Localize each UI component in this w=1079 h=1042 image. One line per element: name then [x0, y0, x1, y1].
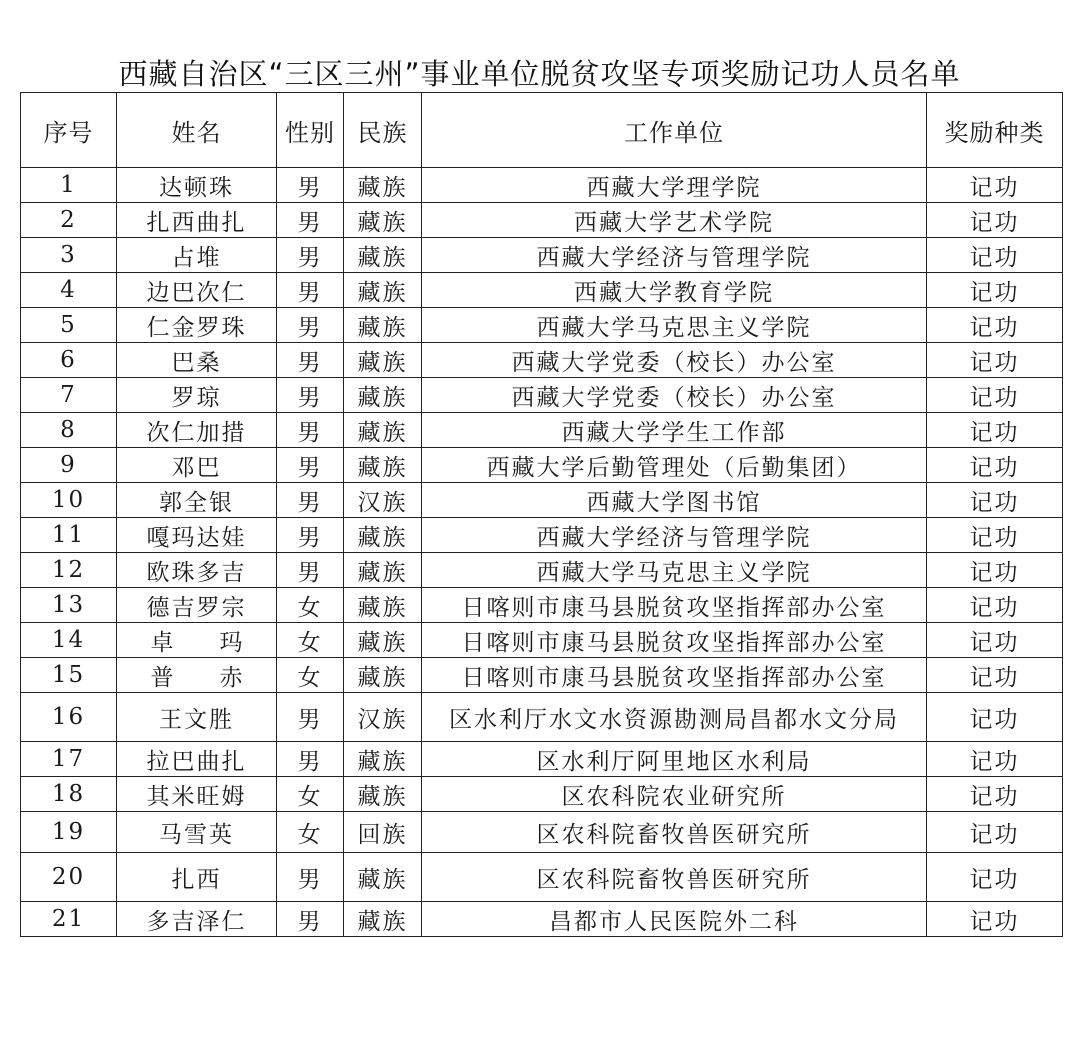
cell-award-type: 记功: [927, 168, 1063, 203]
cell-work-unit: 西藏大学学生工作部: [422, 413, 927, 448]
cell-number: 20: [21, 853, 117, 902]
table-row: [21, 693, 1063, 742]
cell-ethnicity: 藏族: [344, 308, 422, 343]
cell-gender: 男: [277, 742, 344, 777]
cell-number: 17: [21, 742, 117, 777]
cell-number: 14: [21, 623, 117, 658]
cell-name: 扎西: [117, 853, 277, 902]
cell-gender: 女: [277, 658, 344, 693]
cell-name: 达顿珠: [117, 168, 277, 203]
cell-award-type: 记功: [927, 343, 1063, 378]
cell-name: 邓巴: [117, 448, 277, 483]
cell-award-type: 记功: [927, 777, 1063, 812]
cell-name: 仁金罗珠: [117, 308, 277, 343]
cell-name: 普 赤: [117, 658, 277, 693]
cell-gender: 男: [277, 448, 344, 483]
table-row: [21, 902, 1063, 937]
header-name: 姓名: [117, 93, 277, 168]
cell-award-type: 记功: [927, 203, 1063, 238]
cell-award-type: 记功: [927, 238, 1063, 273]
header-gender: 性别: [277, 93, 344, 168]
cell-work-unit: 日喀则市康马县脱贫攻坚指挥部办公室: [422, 658, 927, 693]
cell-ethnicity: 藏族: [344, 413, 422, 448]
cell-award-type: 记功: [927, 902, 1063, 937]
cell-ethnicity: 藏族: [344, 448, 422, 483]
header-work-unit: 工作单位: [422, 93, 927, 168]
cell-number: 1: [21, 168, 117, 203]
table-row: [21, 238, 1063, 273]
cell-number: 5: [21, 308, 117, 343]
cell-award-type: 记功: [927, 518, 1063, 553]
cell-number: 3: [21, 238, 117, 273]
cell-gender: 男: [277, 553, 344, 588]
cell-number: 18: [21, 777, 117, 812]
cell-number: 16: [21, 693, 117, 742]
cell-award-type: 记功: [927, 553, 1063, 588]
cell-work-unit: 西藏大学教育学院: [422, 273, 927, 308]
cell-ethnicity: 藏族: [344, 853, 422, 902]
table-row: [21, 742, 1063, 777]
cell-number: 13: [21, 588, 117, 623]
cell-work-unit: 区水利厅水文水资源勘测局昌都水文分局: [422, 693, 927, 742]
cell-work-unit: 区农科院农业研究所: [422, 777, 927, 812]
cell-work-unit: 区农科院畜牧兽医研究所: [422, 853, 927, 902]
cell-work-unit: 区农科院畜牧兽医研究所: [422, 812, 927, 853]
cell-number: 4: [21, 273, 117, 308]
cell-name: 郭全银: [117, 483, 277, 518]
cell-number: 7: [21, 378, 117, 413]
cell-award-type: 记功: [927, 413, 1063, 448]
cell-number: 15: [21, 658, 117, 693]
cell-name: 次仁加措: [117, 413, 277, 448]
cell-work-unit: 西藏大学党委（校长）办公室: [422, 378, 927, 413]
cell-ethnicity: 汉族: [344, 483, 422, 518]
cell-work-unit: 西藏大学理学院: [422, 168, 927, 203]
cell-number: 10: [21, 483, 117, 518]
cell-work-unit: 昌都市人民医院外二科: [422, 902, 927, 937]
cell-work-unit: 西藏大学马克思主义学院: [422, 553, 927, 588]
award-roster-table: [20, 92, 1063, 937]
cell-award-type: 记功: [927, 588, 1063, 623]
cell-gender: 男: [277, 413, 344, 448]
cell-gender: 男: [277, 203, 344, 238]
table-row: [21, 308, 1063, 343]
cell-award-type: 记功: [927, 742, 1063, 777]
cell-name: 马雪英: [117, 812, 277, 853]
table-body: [21, 168, 1063, 937]
cell-gender: 男: [277, 483, 344, 518]
cell-gender: 男: [277, 518, 344, 553]
cell-ethnicity: 藏族: [344, 518, 422, 553]
cell-name: 罗琼: [117, 378, 277, 413]
table-row: [21, 343, 1063, 378]
cell-name: 边巴次仁: [117, 273, 277, 308]
cell-gender: 男: [277, 378, 344, 413]
cell-number: 2: [21, 203, 117, 238]
header-award-type: 奖励种类: [927, 93, 1063, 168]
cell-gender: 男: [277, 308, 344, 343]
table-row: [21, 658, 1063, 693]
cell-ethnicity: 藏族: [344, 658, 422, 693]
cell-gender: 女: [277, 777, 344, 812]
table-row: [21, 203, 1063, 238]
cell-name: 卓 玛: [117, 623, 277, 658]
cell-name: 巴桑: [117, 343, 277, 378]
cell-gender: 女: [277, 812, 344, 853]
cell-work-unit: 区水利厅阿里地区水利局: [422, 742, 927, 777]
table-row: [21, 168, 1063, 203]
document-title: 西藏自治区“三区三州”事业单位脱贫攻坚专项奖励记功人员名单: [118, 57, 961, 91]
cell-number: 19: [21, 812, 117, 853]
cell-number: 9: [21, 448, 117, 483]
cell-award-type: 记功: [927, 658, 1063, 693]
cell-gender: 男: [277, 693, 344, 742]
cell-ethnicity: 回族: [344, 812, 422, 853]
cell-gender: 女: [277, 588, 344, 623]
cell-number: 21: [21, 902, 117, 937]
cell-award-type: 记功: [927, 308, 1063, 343]
cell-name: 德吉罗宗: [117, 588, 277, 623]
table-row: [21, 812, 1063, 853]
cell-name: 扎西曲扎: [117, 203, 277, 238]
cell-work-unit: 西藏大学党委（校长）办公室: [422, 343, 927, 378]
cell-ethnicity: 藏族: [344, 777, 422, 812]
cell-name: 拉巴曲扎: [117, 742, 277, 777]
cell-award-type: 记功: [927, 623, 1063, 658]
cell-work-unit: 西藏大学艺术学院: [422, 203, 927, 238]
cell-gender: 男: [277, 238, 344, 273]
table-row: [21, 483, 1063, 518]
cell-ethnicity: 藏族: [344, 902, 422, 937]
header-number: 序号: [21, 93, 117, 168]
cell-ethnicity: 汉族: [344, 693, 422, 742]
cell-ethnicity: 藏族: [344, 588, 422, 623]
cell-number: 8: [21, 413, 117, 448]
cell-work-unit: 西藏大学图书馆: [422, 483, 927, 518]
table-row: [21, 518, 1063, 553]
cell-award-type: 记功: [927, 483, 1063, 518]
cell-ethnicity: 藏族: [344, 742, 422, 777]
table-row: [21, 588, 1063, 623]
cell-ethnicity: 藏族: [344, 378, 422, 413]
cell-gender: 男: [277, 902, 344, 937]
cell-ethnicity: 藏族: [344, 623, 422, 658]
cell-number: 6: [21, 343, 117, 378]
table-row: [21, 413, 1063, 448]
cell-ethnicity: 藏族: [344, 273, 422, 308]
cell-name: 占堆: [117, 238, 277, 273]
cell-gender: 男: [277, 343, 344, 378]
table-row: [21, 553, 1063, 588]
header-ethnicity: 民族: [344, 93, 422, 168]
cell-gender: 男: [277, 853, 344, 902]
cell-award-type: 记功: [927, 812, 1063, 853]
cell-ethnicity: 藏族: [344, 168, 422, 203]
cell-ethnicity: 藏族: [344, 203, 422, 238]
table-header-row: [21, 93, 1063, 168]
cell-ethnicity: 藏族: [344, 553, 422, 588]
cell-work-unit: 日喀则市康马县脱贫攻坚指挥部办公室: [422, 623, 927, 658]
cell-award-type: 记功: [927, 693, 1063, 742]
table-row: [21, 623, 1063, 658]
table-row: [21, 448, 1063, 483]
cell-gender: 女: [277, 623, 344, 658]
cell-name: 欧珠多吉: [117, 553, 277, 588]
table-row: [21, 273, 1063, 308]
cell-work-unit: 西藏大学后勤管理处（后勤集团）: [422, 448, 927, 483]
table-row: [21, 378, 1063, 413]
cell-name: 嘎玛达娃: [117, 518, 277, 553]
cell-work-unit: 日喀则市康马县脱贫攻坚指挥部办公室: [422, 588, 927, 623]
cell-ethnicity: 藏族: [344, 238, 422, 273]
cell-name: 其米旺姆: [117, 777, 277, 812]
cell-award-type: 记功: [927, 853, 1063, 902]
cell-work-unit: 西藏大学经济与管理学院: [422, 518, 927, 553]
cell-gender: 男: [277, 273, 344, 308]
cell-award-type: 记功: [927, 448, 1063, 483]
cell-name: 多吉泽仁: [117, 902, 277, 937]
cell-ethnicity: 藏族: [344, 343, 422, 378]
cell-name: 王文胜: [117, 693, 277, 742]
table-row: [21, 777, 1063, 812]
cell-work-unit: 西藏大学马克思主义学院: [422, 308, 927, 343]
cell-award-type: 记功: [927, 378, 1063, 413]
cell-gender: 男: [277, 168, 344, 203]
cell-number: 11: [21, 518, 117, 553]
cell-award-type: 记功: [927, 273, 1063, 308]
table-row: [21, 853, 1063, 902]
cell-number: 12: [21, 553, 117, 588]
cell-work-unit: 西藏大学经济与管理学院: [422, 238, 927, 273]
